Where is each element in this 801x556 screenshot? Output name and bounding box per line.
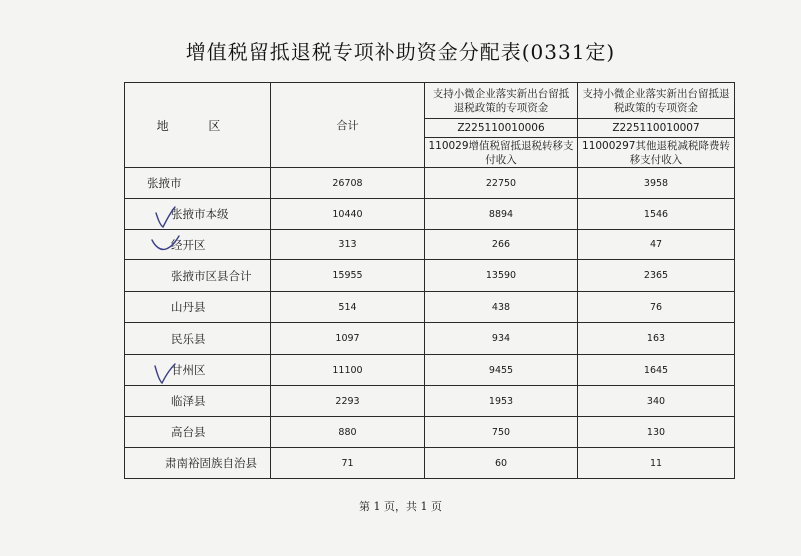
table-row xyxy=(125,417,735,448)
header-region: 地 区 xyxy=(125,83,271,168)
header-col-a-title: 支持小微企业落实新出台留抵退税政策的专项资金 xyxy=(425,83,578,119)
row-region: 高台县 xyxy=(125,417,271,448)
row-col-a: 750 xyxy=(425,417,578,448)
row-region: 肃南裕固族自治县 xyxy=(125,448,271,479)
row-col-b: 2365 xyxy=(578,260,735,292)
table-row xyxy=(125,448,735,479)
row-region: 山丹县 xyxy=(125,292,271,323)
row-col-a: 13590 xyxy=(425,260,578,292)
table-row xyxy=(125,323,735,355)
row-region: 临泽县 xyxy=(125,386,271,417)
row-col-b: 3958 xyxy=(578,168,735,199)
row-col-b: 340 xyxy=(578,386,735,417)
row-col-a: 9455 xyxy=(425,355,578,386)
page-footer: 第 1 页，共 1 页 xyxy=(359,500,442,513)
row-col-b: 163 xyxy=(578,323,735,355)
table-row xyxy=(125,386,735,417)
table-row xyxy=(125,230,735,260)
row-col-b: 1546 xyxy=(578,199,735,230)
row-col-a: 266 xyxy=(425,230,578,260)
row-total: 10440 xyxy=(271,199,425,230)
header-col-a-code: Z225110010006 xyxy=(425,119,578,138)
row-region: 经开区 xyxy=(125,230,271,260)
header-col-b-title: 支持小微企业落实新出台留抵退税政策的专项资金 xyxy=(578,83,735,119)
row-col-a: 934 xyxy=(425,323,578,355)
table-row xyxy=(125,292,735,323)
row-col-a: 22750 xyxy=(425,168,578,199)
row-total: 26708 xyxy=(271,168,425,199)
row-col-a: 438 xyxy=(425,292,578,323)
row-total: 11100 xyxy=(271,355,425,386)
page-title: 增值税留抵退税专项补助资金分配表(0331定) xyxy=(185,40,616,64)
header-col-b-subject: 11000297其他退税减税降费转移支付收入 xyxy=(578,138,735,168)
row-region: 甘州区 xyxy=(125,355,271,386)
row-total: 514 xyxy=(271,292,425,323)
table-row xyxy=(125,260,735,292)
row-col-b: 1645 xyxy=(578,355,735,386)
row-total: 880 xyxy=(271,417,425,448)
table-row xyxy=(125,168,735,199)
row-total: 15955 xyxy=(271,260,425,292)
row-region: 民乐县 xyxy=(125,323,271,355)
table-row xyxy=(125,199,735,230)
row-region: 张掖市 xyxy=(125,168,271,199)
row-region: 张掖市区县合计 xyxy=(125,260,271,292)
row-total: 1097 xyxy=(271,323,425,355)
row-col-a: 8894 xyxy=(425,199,578,230)
row-total: 71 xyxy=(271,448,425,479)
row-col-b: 47 xyxy=(578,230,735,260)
table-row xyxy=(125,355,735,386)
row-col-b: 76 xyxy=(578,292,735,323)
row-total: 313 xyxy=(271,230,425,260)
header-col-b-code: Z225110010007 xyxy=(578,119,735,138)
row-col-b: 130 xyxy=(578,417,735,448)
row-region: 张掖市本级 xyxy=(125,199,271,230)
header-col-a-subject: 110029增值税留抵退税转移支付收入 xyxy=(425,138,578,168)
row-col-a: 60 xyxy=(425,448,578,479)
row-col-b: 11 xyxy=(578,448,735,479)
row-total: 2293 xyxy=(271,386,425,417)
header-total: 合计 xyxy=(271,83,425,168)
allocation-table xyxy=(124,82,735,479)
row-col-a: 1953 xyxy=(425,386,578,417)
